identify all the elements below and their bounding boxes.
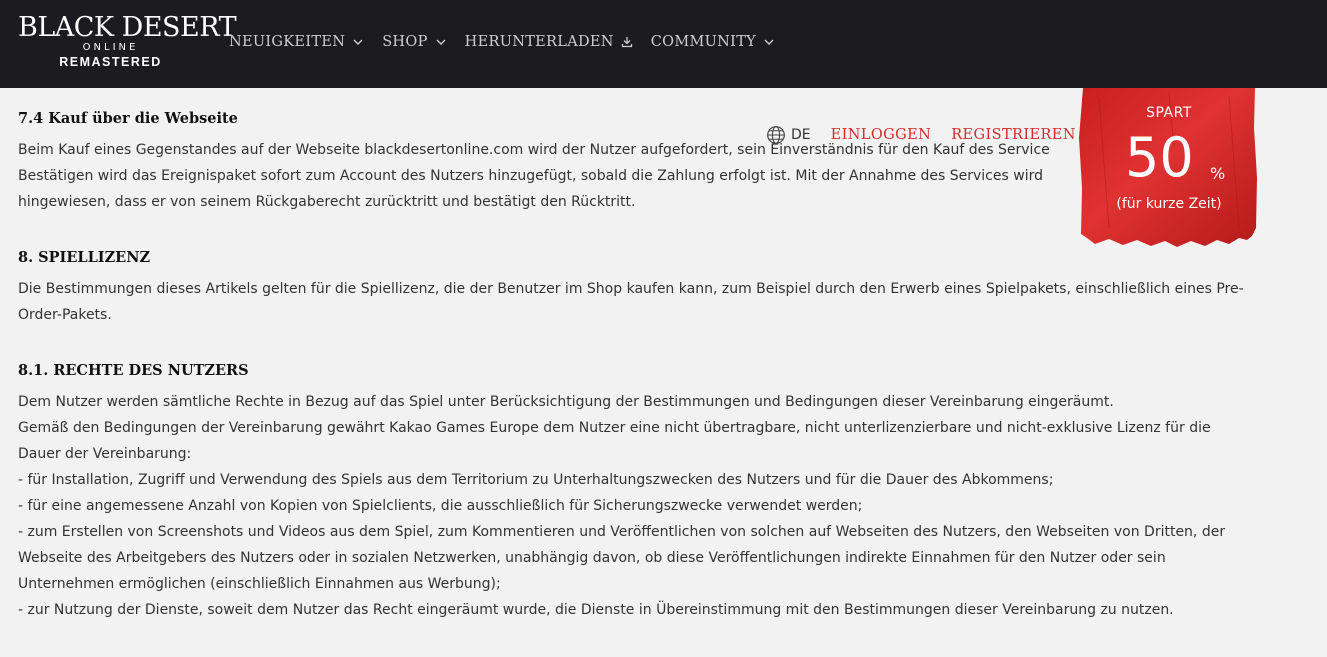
section-text-line: Order-Pakets.: [18, 307, 112, 323]
nav-community[interactable]: [651, 34, 775, 50]
section-text-line: - zum Erstellen von Screenshots und Videos aus dem Spiel, zum Kommentieren und Veröffentlichen von solchen auf Webseiten des Nutzers, den Webseiten von Dritten, der: [18, 524, 1226, 540]
section-text-line: hingewiesen, dass er von seinem Rückgaberecht zurücktritt und bestätigt den Rücktritt.: [18, 194, 636, 210]
banner-unit: %: [1210, 164, 1226, 183]
download-icon: [621, 36, 633, 48]
section-text-line: - für Installation, Zugriff und Verwendung des Spiels aus dem Territorium zu Unterhaltungszwecken des Nutzers und für die Dauer des Abkommens;: [18, 472, 1054, 488]
section-text-line: Webseite des Arbeitgebers des Nutzers oder in sozialen Netzwerken, unabhängig davon, ob diese Veröffentlichungen indirekte Einnahmen für den Nutzer oder sein: [18, 550, 1166, 566]
site-header: [0, 0, 1327, 88]
nav-news[interactable]: [229, 34, 364, 50]
nav-news-label: NEUIGKEITEN: [229, 34, 346, 50]
section-text-line: Die Bestimmungen dieses Artikels gelten für die Spiellizenz, die der Benutzer im Shop kaufen kann, zum Beispiel durch den Erwerb eines Spielpakets, einschließlich eines Pre-: [18, 281, 1244, 297]
register-link[interactable]: REGISTRIEREN: [951, 127, 1076, 143]
section-text-line: Unternehmen ermöglichen (einschließlich Einnahmen aus Werbung);: [18, 576, 501, 592]
banner-subtitle: (für kurze Zeit): [1116, 196, 1222, 212]
section-text-line: Dem Nutzer werden sämtliche Rechte in Bezug auf das Spiel unter Berücksichtigung der Bestimmungen und Bedingungen dieser Vereinbarung eingeräumt.: [18, 394, 1114, 410]
chevron-down-icon: [352, 36, 364, 48]
section-heading: 8.1. RECHTE DES NUTZERS: [18, 362, 249, 379]
logo-title: BLACK DESERT: [18, 12, 237, 43]
logo[interactable]: [18, 12, 237, 73]
language-selector[interactable]: DE: [791, 127, 811, 143]
login-link[interactable]: EINLOGGEN: [830, 127, 932, 143]
section-text-line: Gemäß den Bedingungen der Vereinbarung gewährt Kakao Games Europe dem Nutzer eine nicht übertragbare, nicht unterlizenzierbare und nicht-exklusive Lizenz für die: [18, 420, 1211, 436]
section-text-line: Bestätigen wird das Ereignispaket sofort zum Account des Nutzers hinzugefügt, sobald die Zahlung erfolgt ist. Mit der Annahme des Services wird: [18, 168, 1043, 184]
section-heading: 7.4 Kauf über die Webseite: [18, 110, 238, 127]
logo-remastered: REMASTERED: [59, 55, 162, 69]
section-game-license: [18, 248, 1288, 328]
nav-shop-label: SHOP: [382, 34, 428, 50]
section-text-line: - für eine angemessene Anzahl von Kopien von Spielclients, die ausschließlich für Sicherungszwecke verwendet werden;: [18, 498, 863, 514]
chevron-down-icon: [435, 36, 447, 48]
globe-icon[interactable]: [766, 125, 786, 145]
nav-download-label: HERUNTERLADEN: [464, 34, 614, 50]
section-heading: 8. SPIELLIZENZ: [18, 249, 151, 266]
nav-community-label: COMMUNITY: [650, 34, 757, 50]
banner-value: 50: [1125, 126, 1194, 189]
banner-top-label: SPART: [1146, 105, 1192, 121]
logo-online: ONLINE: [82, 42, 139, 53]
chevron-down-icon: [763, 36, 775, 48]
sale-banner[interactable]: [1079, 88, 1259, 253]
nav-download[interactable]: [465, 34, 633, 50]
utility-bar: [766, 125, 1076, 145]
nav-shop[interactable]: [382, 34, 446, 50]
section-text-line: - zur Nutzung der Dienste, soweit dem Nutzer das Recht eingeräumt wurde, die Dienste in Übereinstimmung mit den Bestimmungen dieser Vereinbarung zu nutzen.: [18, 602, 1174, 618]
main-nav: [229, 30, 793, 54]
section-text-line: Beim Kauf eines Gegenstandes auf der Webseite blackdesertonline.com wird der Nutzer aufgefordert, sein Einverständnis für den Kauf des Service: [18, 142, 1050, 158]
section-text-line: Dauer der Vereinbarung:: [18, 446, 192, 462]
section-user-rights: [18, 361, 1288, 623]
